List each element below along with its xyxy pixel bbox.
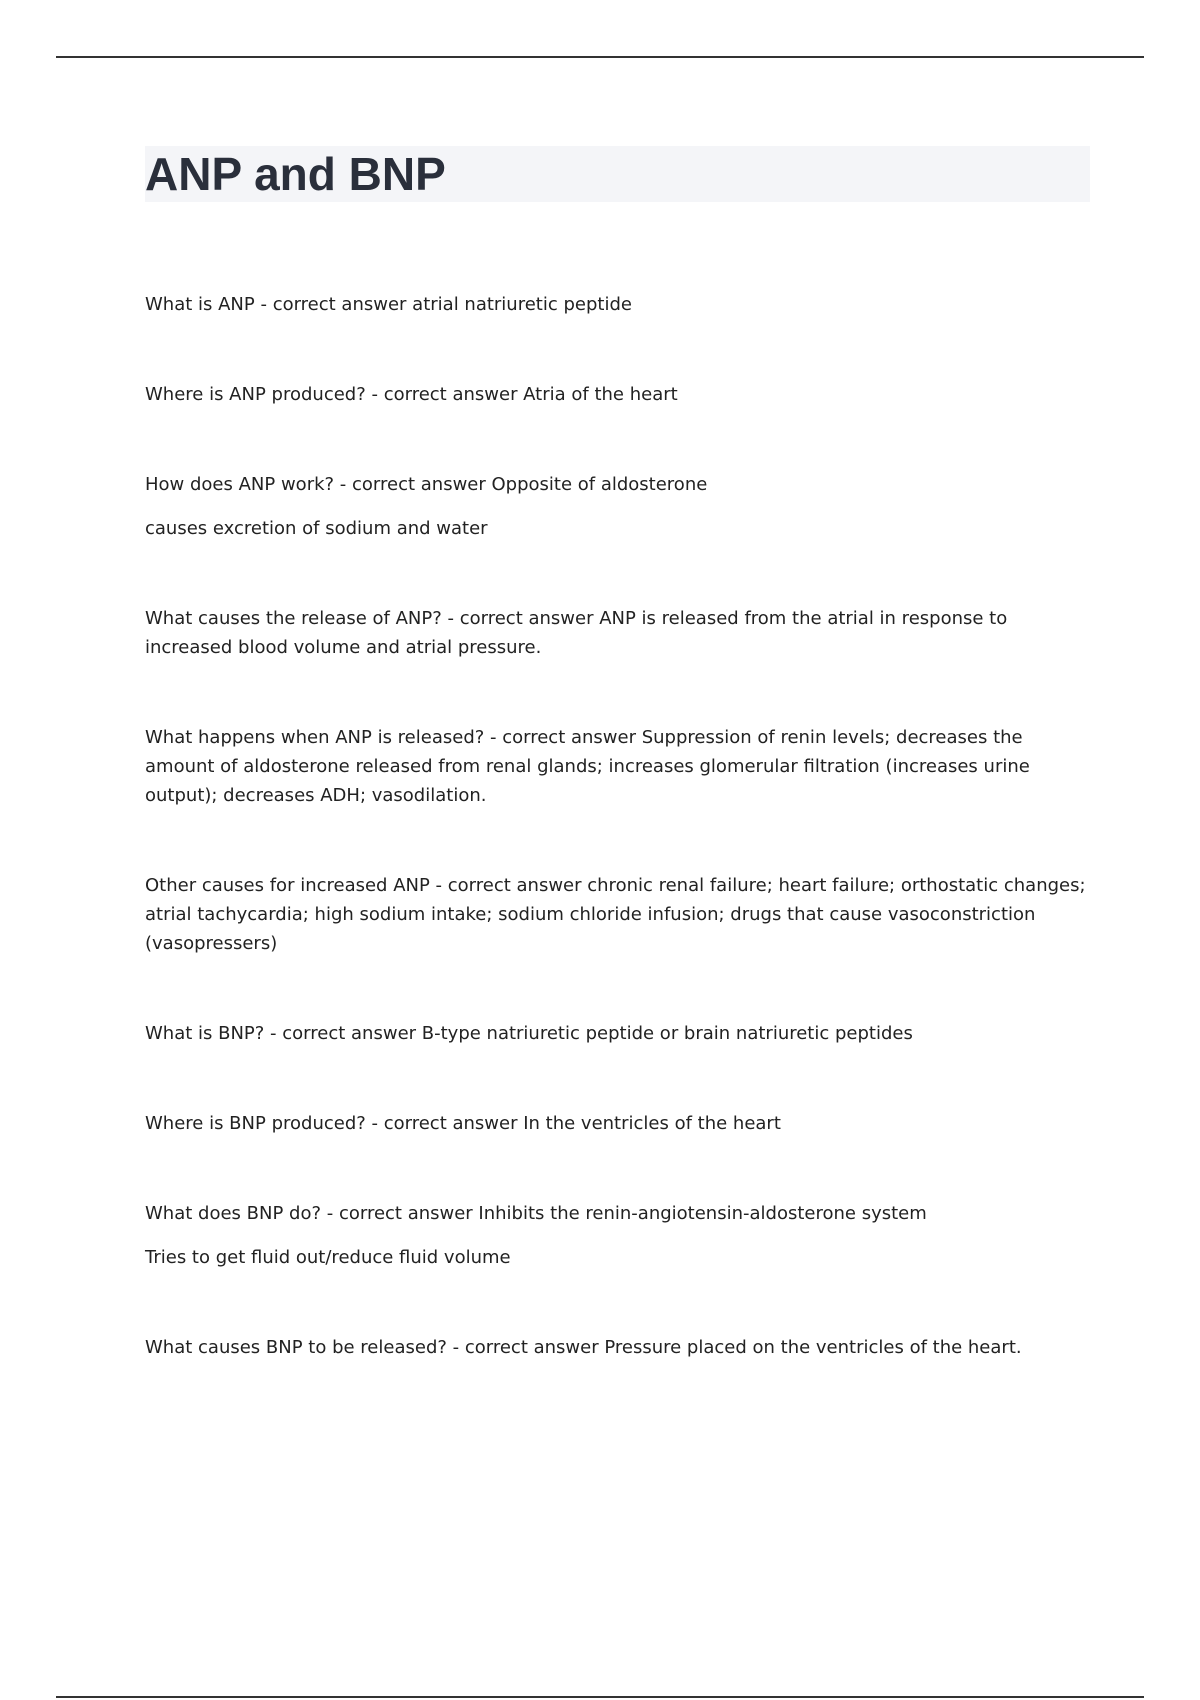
bottom-divider [56, 1696, 1144, 1698]
title-banner [145, 146, 1090, 202]
qa-item [145, 1333, 1090, 1362]
qa-paragraph: How does ANP work? - correct answer Opposite of aldosterone [145, 474, 708, 495]
document-body [145, 146, 1090, 1423]
qa-paragraph: What happens when ANP is released? - correct answer Suppression of renin levels; decreases the amount of aldosterone released from renal glands; increases glomerular filtration (increases urine output); decreases ADH; vasodilation. [145, 727, 1030, 806]
qa-paragraph: What does BNP do? - correct answer Inhibits the renin-angiotensin-aldosterone system [145, 1203, 927, 1224]
qa-paragraph: What causes the release of ANP? - correct answer ANP is released from the atrial in response to increased blood volume and atrial pressure. [145, 608, 1008, 658]
qa-paragraph: What causes BNP to be released? - correct answer Pressure placed on the ventricles of the heart. [145, 1337, 1022, 1358]
qa-paragraph: What is BNP? - correct answer B-type natriuretic peptide or brain natriuretic peptides [145, 1023, 913, 1044]
qa-item [145, 290, 1090, 319]
qa-list [145, 290, 1090, 1362]
top-divider [56, 56, 1144, 58]
qa-paragraph: causes excretion of sodium and water [145, 518, 488, 539]
qa-item [145, 470, 1090, 543]
qa-item [145, 871, 1090, 958]
qa-item [145, 1199, 1090, 1272]
qa-item [145, 723, 1090, 810]
qa-item [145, 380, 1090, 409]
qa-paragraph: Where is ANP produced? - correct answer Atria of the heart [145, 384, 678, 405]
qa-paragraph: Where is BNP produced? - correct answer In the ventricles of the heart [145, 1113, 781, 1134]
page-title: ANP and BNP [145, 148, 446, 200]
qa-paragraph: What is ANP - correct answer atrial natriuretic peptide [145, 294, 632, 315]
qa-paragraph: Other causes for increased ANP - correct answer chronic renal failure; heart failure; orthostatic changes; atrial tachycardia; high sodium intake; sodium chloride infusion; drugs that cause vasoconstriction (vasopressers) [145, 875, 1086, 954]
qa-item [145, 1019, 1090, 1048]
qa-item [145, 604, 1090, 662]
qa-item [145, 1109, 1090, 1138]
qa-paragraph: Tries to get fluid out/reduce fluid volume [145, 1247, 511, 1268]
